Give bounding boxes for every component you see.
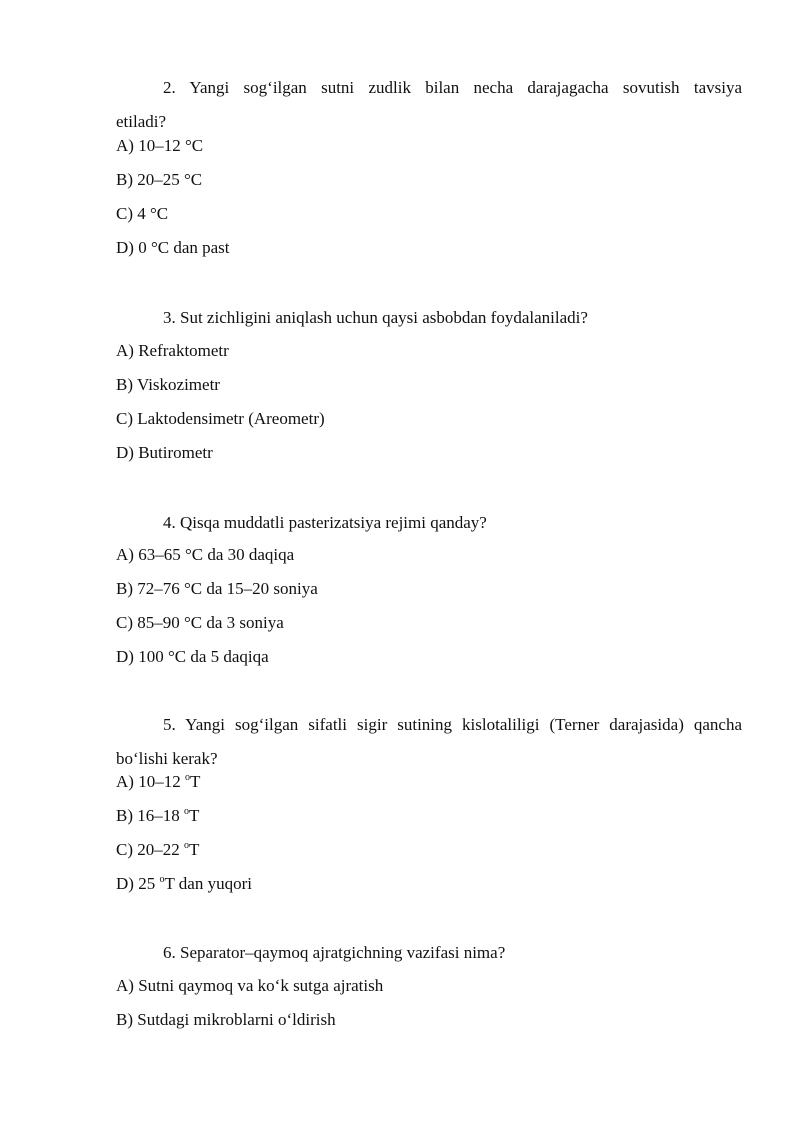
option-unit: T: [189, 806, 200, 825]
answer-option-b: [116, 806, 199, 826]
degree-sign: o: [184, 772, 190, 783]
question-text-line-1: 5. Yangi sog‘ilgan sifatli sigir sutining kislotaliligi (Terner darajasida) qancha: [163, 715, 742, 734]
degree-sign: o: [184, 806, 189, 817]
question-text-line-2: bo‘lishi kerak?: [116, 749, 218, 768]
question-4: 4. Qisqa muddatli pasterizatsiya rejimi qanday?: [163, 513, 487, 532]
question-6: 6. Separator–qaymoq ajratgichning vazifasi nima?: [163, 943, 506, 962]
answer-option-d: D) Butirometr: [116, 443, 213, 462]
option-value: B) 16–18: [116, 806, 184, 825]
answer-option-c: C) 4 °C: [116, 204, 169, 223]
degree-sign: o: [159, 874, 165, 885]
question-text-line-1: 2. Yangi sog‘ilgan sutni zudlik bilan necha darajagacha sovutish tavsiya: [163, 78, 742, 97]
option-unit: T: [189, 772, 201, 791]
question-3: 3. Sut zichligini aniqlash uchun qaysi asbobdan foydalaniladi?: [163, 308, 588, 327]
answer-option-b: B) 72–76 °C da 15–20 soniya: [116, 579, 318, 598]
answer-option-c: [116, 840, 199, 860]
answer-option-b: B) 20–25 °C: [116, 170, 203, 189]
answer-option-d: [116, 874, 252, 894]
question-2: [116, 76, 742, 134]
answer-option-a: A) Refraktometr: [116, 341, 229, 360]
degree-sign: o: [184, 840, 189, 851]
question-5: [116, 713, 742, 771]
answer-option-a: [116, 772, 200, 792]
answer-option-a: A) Sutni qaymoq va ko‘k sutga ajratish: [116, 976, 384, 995]
answer-option-a: A) 63–65 °C da 30 daqiqa: [116, 545, 295, 564]
answer-option-c: C) Laktodensimetr (Areometr): [116, 409, 325, 428]
option-unit: T: [189, 840, 200, 859]
option-value: A) 10–12: [116, 772, 185, 791]
answer-option-d: D) 100 °C da 5 daqiqa: [116, 647, 269, 666]
option-value: D) 25: [116, 874, 160, 893]
answer-option-b: B) Viskozimetr: [116, 375, 220, 394]
answer-option-a: A) 10–12 °C: [116, 136, 204, 155]
option-unit: T dan yuqori: [164, 874, 252, 893]
answer-option-b: B) Sutdagi mikroblarni o‘ldirish: [116, 1010, 336, 1029]
answer-option-d: D) 0 °C dan past: [116, 238, 230, 257]
question-text-line-2: etiladi?: [116, 112, 167, 131]
answer-option-c: C) 85–90 °C da 3 soniya: [116, 613, 284, 632]
option-value: C) 20–22: [116, 840, 184, 859]
